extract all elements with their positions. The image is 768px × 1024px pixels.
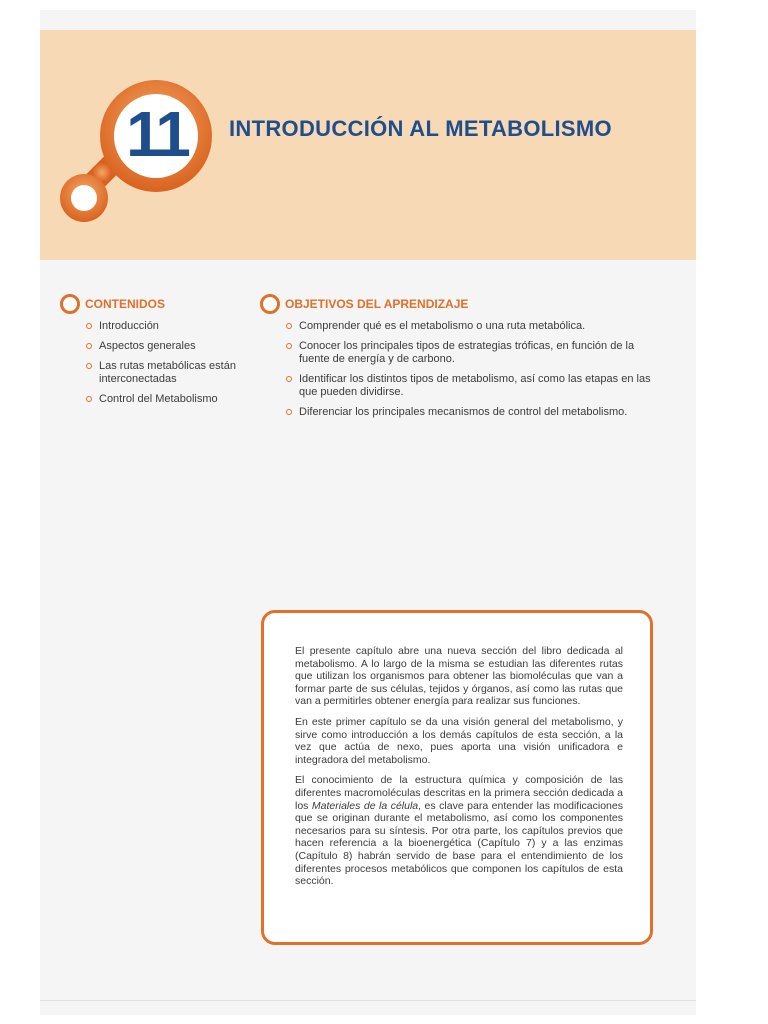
ring-bullet-icon bbox=[86, 343, 92, 349]
intro-text bbox=[295, 645, 623, 896]
bottom-divider bbox=[40, 1000, 696, 1001]
orange-ring-icon bbox=[260, 294, 280, 314]
objetivos-heading-label: OBJETIVOS DEL APRENDIZAJE bbox=[285, 297, 469, 311]
intro-paragraph: El presente capítulo abre una nueva sección del libro dedicada al metabolismo. A lo largo de la misma se estudian las diferentes rutas que utilizan los organismos para obtener las biomoléculas que van a formar parte de sus células, tejidos y órganos, así como las rutas que van a permitirles obtener energía para realizar sus funciones. bbox=[295, 645, 623, 708]
ring-bullet-icon bbox=[86, 363, 92, 369]
ring-bullet-icon bbox=[286, 409, 292, 415]
objetivos-heading bbox=[260, 294, 520, 318]
contenidos-heading-label: CONTENIDOS bbox=[85, 297, 166, 311]
objetivos-list bbox=[286, 320, 662, 426]
list-item: Las rutas metabólicas están interconectadas bbox=[86, 360, 246, 386]
contenidos-heading bbox=[60, 294, 240, 318]
list-item: Conocer los principales tipos de estrategias tróficas, en función de la fuente de energía y de carbono. bbox=[286, 340, 662, 366]
ring-bullet-icon bbox=[286, 343, 292, 349]
ring-bullet-icon bbox=[86, 396, 92, 402]
ring-bullet-icon bbox=[286, 323, 292, 329]
list-item: Aspectos generales bbox=[86, 340, 246, 353]
book-section-title: Materiales de la célula bbox=[311, 799, 419, 812]
ring-bullet-icon bbox=[286, 376, 292, 382]
intro-paragraph: El conocimiento de la estructura química y composición de las diferentes macromoléculas descritas en la primera sección dedicada a los Materiales de la célula, es clave para entender las modificaciones que se originan durante el metabolismo, así como los componentes necesarios para su síntesis. Por otra parte, los capítulos previos que hacen referencia a la bioenergética (Capítulo 7) y a las enzimas (Capítulo 8) habrán servido de base para el entendimiento de los diferentes procesos metabólicos que componen los capítulos de esta sección. bbox=[295, 774, 623, 888]
chapter-title: INTRODUCCIÓN AL METABOLISMO bbox=[229, 116, 612, 141]
orange-ring-icon bbox=[60, 294, 80, 314]
list-item: Comprender qué es el metabolismo o una ruta metabólica. bbox=[286, 320, 662, 333]
ring-bullet-icon bbox=[86, 323, 92, 329]
contenidos-list bbox=[86, 320, 246, 413]
intro-paragraph: En este primer capítulo se da una visión general del metabolismo, y sirve como introducción a los demás capítulos de esta sección, a la vez que actúa de nexo, pues aporta una visión unificadora e integradora del metabolismo. bbox=[295, 715, 623, 766]
list-item: Control del Metabolismo bbox=[86, 393, 246, 406]
chapter-number: 11 bbox=[126, 98, 188, 170]
list-item: Identificar los distintos tipos de metabolismo, así como las etapas en las que pueden dividirse. bbox=[286, 373, 662, 399]
list-item: Diferenciar los principales mecanismos de control del metabolismo. bbox=[286, 406, 662, 419]
list-item: Introducción bbox=[86, 320, 246, 333]
